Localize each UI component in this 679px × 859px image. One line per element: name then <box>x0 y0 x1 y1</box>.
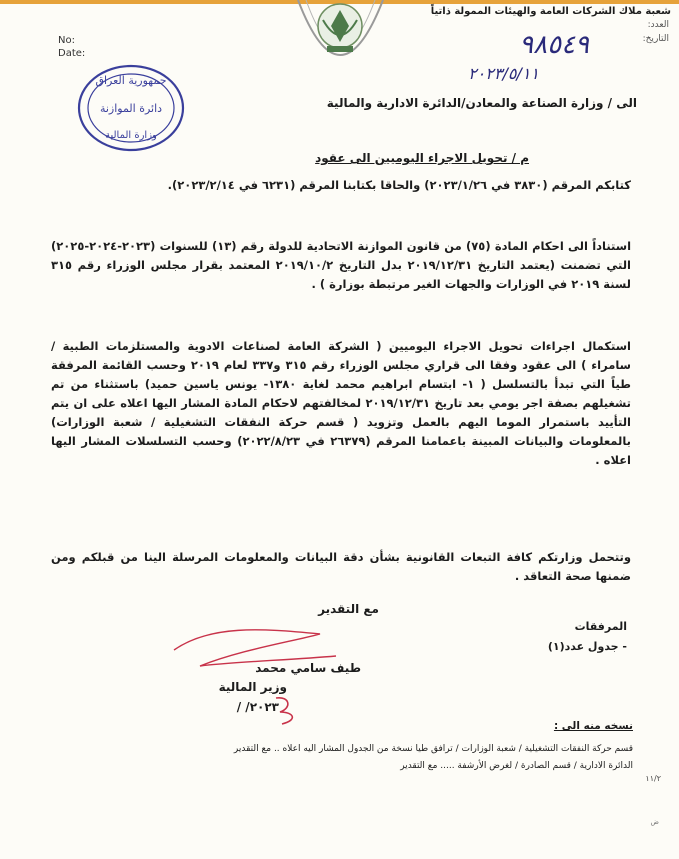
no-date-block <box>58 34 85 60</box>
date-label-en: Date: <box>58 48 86 59</box>
attachments-title: المرفقات <box>574 620 627 633</box>
copy-item: قسم حركة النفقات التشغيلية / شعبة الوزارات / ترافق طيا نسخة من الجدول المشار اليه اعلاه .. مع التقدير <box>233 744 633 754</box>
handwritten-date: ٢٠٢٣/٥/١١ <box>468 64 539 83</box>
stamp-text-middle: دائرة الموازنة <box>99 102 163 115</box>
stamp-text-bottom: وزارة المالية <box>105 130 157 141</box>
paragraph-reference: كتابكم المرقم (٣٨٣٠ في ٢٠٢٣/١/٢٦) والحاقا بكتابنا المرقم (٦٢٣١ في ٢٠٢٣/٢/١٤). <box>167 178 631 192</box>
ministry-stamp <box>75 62 187 154</box>
red-handwritten-mark <box>268 694 308 726</box>
date-label: التاريخ: <box>642 34 669 44</box>
footer-code: ١١/٢ <box>645 774 661 783</box>
copy-item: الدائرة الادارية / قسم الصادرة / لغرض الأرشفة ..... مع التقدير <box>400 761 633 771</box>
attachment-item: - جدول عدد(١) <box>547 640 627 653</box>
subject-line: م / تحويل الاجراء اليوميين الى عقود <box>315 151 529 165</box>
closing-regards: مع التقدير <box>318 602 379 616</box>
stamp-text-top: جمهورية العراق <box>95 74 167 87</box>
copies-title: نسخه منه الى : <box>553 720 633 732</box>
paragraph-procedure: استكمال اجراءات تحويل الاجراء اليوميين ( الشركة العامة لصناعات الادوية والمستلزمات الطبية / سامراء ) الى عقود وفقا الى قراري مجلس الوزراء رقم ٣١٥ و٣٣٧ لعام ٢٠١٩ وحسب القائمة المرفقة طياً التي تبدأ بالتسلسل ( ١- ابتسام ابراهيم محمد لغاية ١٣٨٠- يونس ياسين حميد) باستثناء من تم تشغيلهم بصفة اجر يومي بعد تاريخ ٢٠١٩/١٢/٣١ لمخالفتهم لاحكام المادة المشار اليها اعلاه على ان يتم التأييد باستمرار الموما اليهم بالعمل وتزويد ( قسم حركة النفقات التشغيلية / شعبة الوزارات) بالمعلومات والبيانات المبينة باعمامنا المرقم (٢٦٣٧٩ في ٢٠٢٢/٨/٢٣) وحسب التسلسلات المشار اليها اعلاه . <box>51 339 631 467</box>
ministry-emblem-logo <box>273 0 408 78</box>
no-label: No: <box>58 35 75 46</box>
signatory-date: ٢٠٢٣/ / <box>236 700 279 714</box>
addressee-line: الى / وزارة الصناعة والمعادن/الدائرة الادارية والمالية <box>326 96 637 110</box>
footer-mark: ض <box>650 818 659 826</box>
number-label: العدد: <box>647 20 669 30</box>
office-line: شعبة ملاك الشركات العامة والهيئات الممولة ذاتياً <box>430 6 671 17</box>
signatory-title: وزير المالية <box>218 680 287 694</box>
signatory-name: طيف سامي محمد <box>255 661 361 675</box>
paragraph-liability: وتتحمل وزارتكم كافة التبعات القانونية بشأن دقة البيانات والمعلومات المرسلة الينا من قبلكم ومن ضمنها صحة التعاقد . <box>51 550 631 583</box>
paragraph-legal-basis: استناداً الى احكام المادة (٧٥) من قانون الموازنة الاتحادية للدولة رقم (١٣) للسنوات (٢٠٢٣-٢٠٢٤-٢٠٢٥) التي تضمنت (يعتمد التاريخ ٢٠١٩/١٢/٣١ بدل التاريخ ٢٠١٩/١٠/٢ المعتمد بقرار مجلس الوزراء رقم ٣١٥ لسنة ٢٠١٩ في الوزارات والجهات الغير مرتبطة بوزارة ) . <box>51 239 632 291</box>
handwritten-document-number: ٩٨٥٤٩ <box>519 30 589 60</box>
